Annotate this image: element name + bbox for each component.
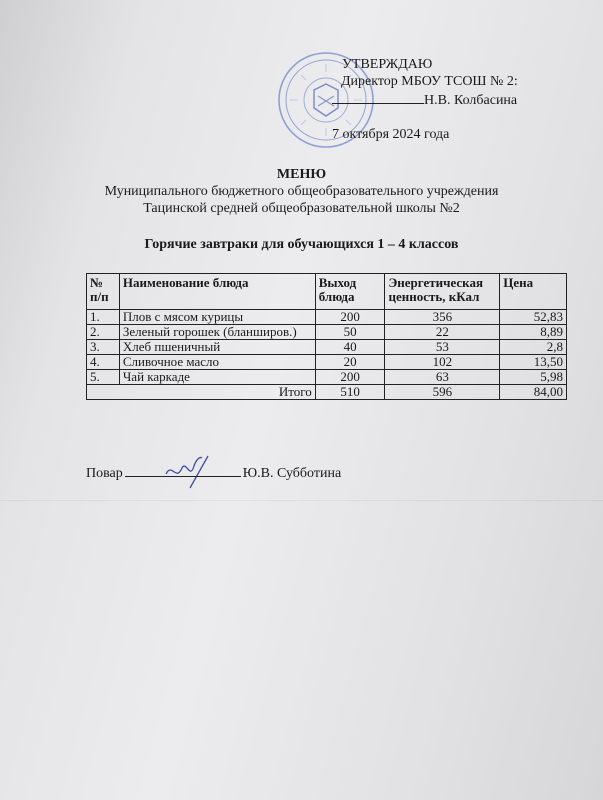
row-dish-name: Плов с мясом курицы [119,310,315,325]
row-dish-name: Сливочное масло [119,355,315,370]
row-energy: 53 [385,340,500,355]
paper-fold [0,500,603,501]
organization-line-1: Муниципального бюджетного общеобразовательного учреждения [104,184,499,199]
total-price: 84,00 [500,385,567,400]
row-number: 5. [87,370,120,385]
organization-line-2: Тацинской средней общеобразовательной школы №2 [143,201,460,216]
row-energy: 63 [385,370,500,385]
table-row [87,355,567,370]
total-output: 510 [315,385,385,400]
table-row [87,325,567,340]
cook-signature-row [86,464,341,482]
approval-heading: УТВЕРЖДАЮ [342,57,433,72]
row-dish-name: Чай каркаде [119,370,315,385]
total-label: Итого [87,385,316,400]
row-output: 200 [315,310,385,325]
row-price: 13,50 [500,355,567,370]
row-dish-name: Хлеб пшеничный [119,340,315,355]
signature-line [332,90,424,104]
document-title: МЕНЮ [276,167,327,182]
header-price: Цена [500,274,567,310]
row-number: 3. [87,340,120,355]
cook-label: Повар [86,466,123,481]
row-number: 2. [87,325,120,340]
table-total-row [87,385,567,400]
cook-name: Ю.В. Субботина [242,466,342,481]
row-output: 20 [315,355,385,370]
table-row [87,340,567,355]
menu-table [86,273,567,400]
table-row [87,370,567,385]
row-energy: 22 [385,325,500,340]
header-output: Выход блюда [315,274,385,310]
approval-date: 7 октября 2024 года [332,127,450,142]
total-energy: 596 [385,385,500,400]
row-price: 52,83 [500,310,567,325]
header-number: № п/п [87,274,120,310]
row-price: 2,8 [500,340,567,355]
table-header-row [87,274,567,310]
header-energy: Энергетическая ценность, кКал [385,274,500,310]
row-number: 4. [87,355,120,370]
row-dish-name: Зеленый горошек (бланширов.) [119,325,315,340]
row-energy: 356 [385,310,500,325]
row-output: 40 [315,340,385,355]
row-number: 1. [87,310,120,325]
signature-line [125,464,241,477]
row-energy: 102 [385,355,500,370]
row-price: 8,89 [500,325,567,340]
row-output: 200 [315,370,385,385]
table-row [87,310,567,325]
row-output: 50 [315,325,385,340]
approval-block [332,56,518,143]
row-price: 5,98 [500,370,567,385]
header-dish-name: Наименование блюда [119,274,315,310]
approval-name: Н.В. Колбасина [424,93,518,108]
approval-signature-row [332,90,518,109]
menu-subtitle: Горячие завтраки для обучающихся 1 – 4 классов [144,237,459,252]
approval-position: Директор МБОУ ТСОШ № 2: [341,74,518,89]
